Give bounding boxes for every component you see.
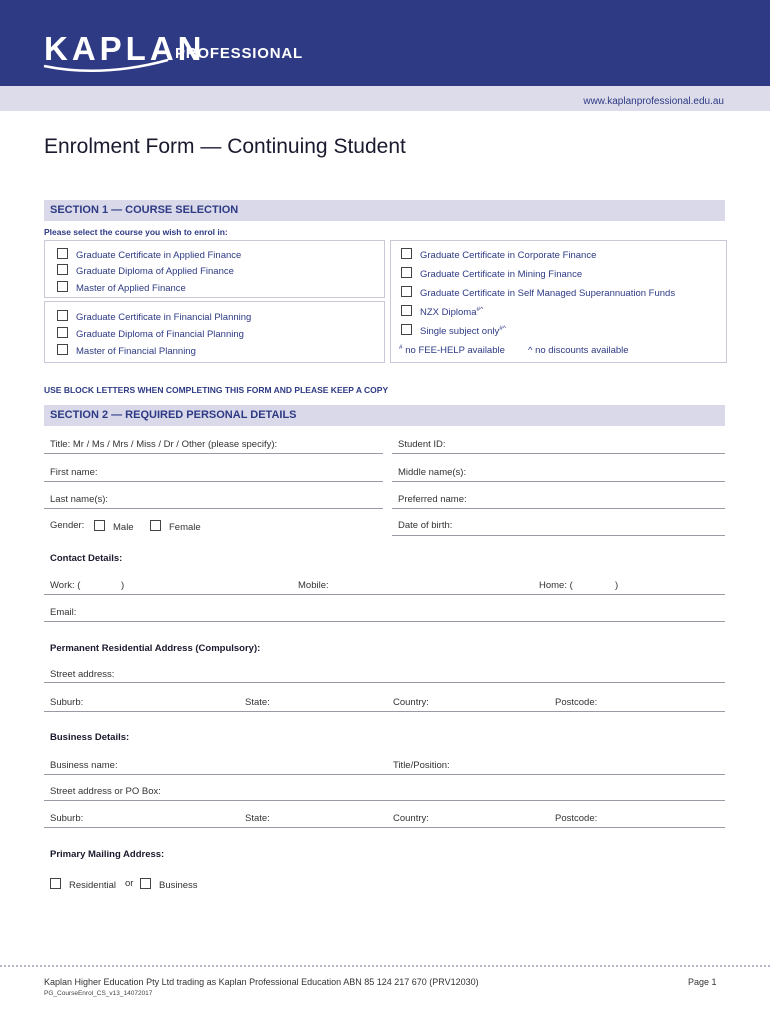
work-phone-label: Work: (	[50, 580, 81, 591]
fee-help-note	[399, 344, 505, 356]
course-label: Graduate Certificate in Financial Planning	[76, 312, 252, 323]
gender-female-option[interactable]	[150, 520, 201, 533]
course-label: Graduate Certificate in Self Managed Superannuation Funds	[420, 288, 676, 299]
gender-male-option[interactable]	[94, 520, 134, 533]
phone-input-line[interactable]	[44, 594, 725, 595]
checkbox[interactable]	[401, 248, 412, 259]
page-number: Page 1	[688, 977, 717, 987]
state2-label: State:	[245, 813, 270, 824]
mailing-business-option[interactable]	[140, 878, 198, 891]
kaplan-logo: KAPLAN	[44, 30, 206, 67]
street-label: Street address:	[50, 669, 115, 680]
residential-label: Residential	[69, 880, 116, 891]
course-option[interactable]	[401, 248, 596, 261]
title-position-label: Title/Position:	[393, 760, 450, 771]
course-label: Graduate Certificate in Mining Finance	[420, 269, 583, 280]
course-option-nzx[interactable]	[401, 305, 483, 318]
course-option-single[interactable]	[401, 324, 506, 337]
work-phone-close: )	[121, 580, 125, 591]
course-option[interactable]	[57, 327, 244, 340]
course-label: NZX Diploma	[420, 307, 477, 318]
dob-label: Date of birth:	[398, 520, 453, 531]
title-field-label: Title: Mr / Ms / Mrs / Miss / Dr / Other (please specify):	[50, 439, 278, 450]
fee-help-text: no FEE-HELP available	[402, 345, 505, 357]
logo-subbrand: PROFESSIONAL	[175, 45, 303, 62]
section2-heading-text: SECTION 2 — REQUIRED PERSONAL DETAILS	[50, 409, 297, 421]
checkbox[interactable]	[401, 267, 412, 278]
email-label: Email:	[50, 607, 77, 618]
course-label: Master of Financial Planning	[76, 346, 196, 357]
course-label: Graduate Certificate in Corporate Finance	[420, 250, 597, 261]
male-label: Male	[113, 522, 134, 533]
middle-names-label: Middle name(s):	[398, 467, 467, 478]
suburb-label: Suburb:	[50, 697, 84, 708]
checkbox[interactable]	[401, 324, 412, 335]
student-id-input[interactable]	[392, 453, 725, 454]
business-name-input[interactable]	[44, 774, 725, 775]
course-label: Single subject only	[420, 326, 500, 337]
course-option[interactable]	[57, 310, 251, 323]
checkbox[interactable]	[57, 264, 68, 275]
checkbox[interactable]	[50, 878, 61, 889]
course-option[interactable]	[57, 264, 234, 277]
footer-company: Kaplan Higher Education Pty Ltd trading as Kaplan Professional Education ABN 85 124 217 670 (PRV12030)	[44, 977, 479, 987]
last-names-input[interactable]	[44, 508, 383, 509]
business-heading: Business Details:	[50, 732, 130, 743]
middle-names-input[interactable]	[392, 481, 725, 482]
student-id-label: Student ID:	[398, 439, 446, 450]
permanent-address-heading: Permanent Residential Address (Compulsory):	[50, 643, 261, 654]
course-label: Master of Applied Finance	[76, 283, 186, 294]
first-name-label: First name:	[50, 467, 98, 478]
mailing-heading: Primary Mailing Address:	[50, 849, 165, 860]
first-name-input[interactable]	[44, 481, 383, 482]
checkbox[interactable]	[150, 520, 161, 531]
course-label: Graduate Diploma of Financial Planning	[76, 329, 244, 340]
page-title: Enrolment Form — Continuing Student	[44, 135, 406, 158]
course-option[interactable]	[57, 248, 241, 261]
checkbox[interactable]	[401, 305, 412, 316]
address-input-line[interactable]	[44, 711, 725, 712]
footnote-mark: #^	[476, 305, 484, 313]
checkbox[interactable]	[57, 310, 68, 321]
country-label: Country:	[393, 697, 429, 708]
mailing-residential-option[interactable]	[50, 878, 116, 891]
email-input[interactable]	[44, 621, 725, 622]
preferred-name-label: Preferred name:	[398, 494, 467, 505]
section1-heading-text: SECTION 1 — COURSE SELECTION	[50, 204, 239, 216]
course-option[interactable]	[401, 286, 675, 299]
checkbox[interactable]	[94, 520, 105, 531]
last-names-label: Last name(s):	[50, 494, 109, 505]
course-option[interactable]	[57, 344, 196, 357]
street-po-input[interactable]	[44, 800, 725, 801]
checkbox[interactable]	[57, 248, 68, 259]
business-name-label: Business name:	[50, 760, 118, 771]
title-input[interactable]	[44, 453, 383, 454]
home-phone-label: Home: (	[539, 580, 573, 591]
section2-heading	[44, 405, 725, 426]
postcode2-label: Postcode:	[555, 813, 598, 824]
website-link[interactable]: www.kaplanprofessional.edu.au	[583, 96, 724, 107]
female-label: Female	[169, 522, 201, 533]
dob-input[interactable]	[392, 535, 725, 536]
checkbox[interactable]	[401, 286, 412, 297]
street-input[interactable]	[44, 682, 725, 683]
block-letters-note: USE BLOCK LETTERS WHEN COMPLETING THIS FORM AND PLEASE KEEP A COPY	[44, 385, 389, 395]
street-po-label: Street address or PO Box:	[50, 786, 161, 797]
country2-label: Country:	[393, 813, 429, 824]
logo-swoosh-icon	[42, 56, 172, 76]
course-instruction: Please select the course you wish to enrol in:	[44, 227, 228, 237]
postcode-label: Postcode:	[555, 697, 598, 708]
suburb2-label: Suburb:	[50, 813, 84, 824]
home-phone-close: )	[615, 580, 619, 591]
section1-heading	[44, 200, 725, 221]
checkbox[interactable]	[140, 878, 151, 889]
footer-divider	[0, 965, 770, 967]
footnote-mark: #	[399, 344, 403, 351]
course-option[interactable]	[401, 267, 582, 280]
course-label: Graduate Certificate in Applied Finance	[76, 250, 242, 261]
checkbox[interactable]	[57, 281, 68, 292]
mobile-label: Mobile:	[298, 580, 329, 591]
business-label: Business	[159, 880, 198, 891]
or-text: or	[125, 878, 134, 889]
footnote-mark: #^	[499, 324, 506, 332]
no-discount-note: ^ no discounts available	[528, 345, 629, 356]
contact-heading: Contact Details:	[50, 553, 123, 564]
checkbox[interactable]	[57, 327, 68, 338]
preferred-name-input[interactable]	[392, 508, 725, 509]
business-address-input-line[interactable]	[44, 827, 725, 828]
form-code: PG_CourseEnrol_CS_v13_14072017	[44, 990, 153, 997]
course-option[interactable]	[57, 281, 186, 294]
state-label: State:	[245, 697, 270, 708]
gender-label: Gender:	[50, 520, 85, 531]
checkbox[interactable]	[57, 344, 68, 355]
course-label: Graduate Diploma of Applied Finance	[76, 266, 234, 277]
